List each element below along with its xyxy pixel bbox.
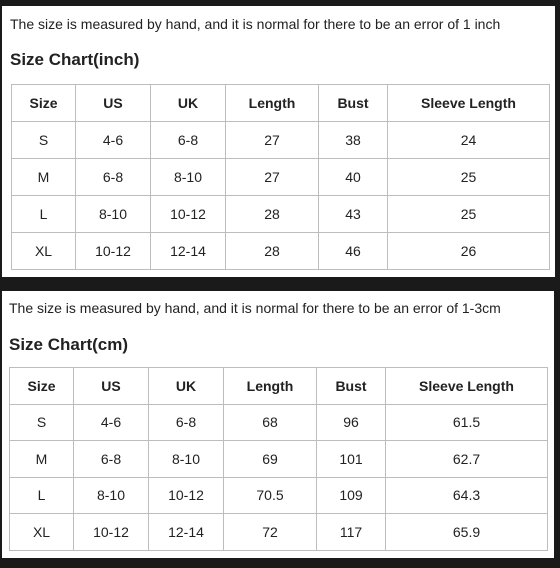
table-cell: 40 bbox=[319, 159, 388, 196]
table-cell: 10-12 bbox=[76, 233, 151, 270]
table-cell: 12-14 bbox=[151, 233, 226, 270]
size-table-cm bbox=[9, 367, 548, 551]
size-table-inch bbox=[11, 84, 550, 270]
table-row bbox=[10, 477, 548, 514]
header-cell: Sleeve Length bbox=[388, 85, 550, 122]
table-cell: 27 bbox=[226, 159, 319, 196]
table-cell: 69 bbox=[224, 441, 317, 478]
header-cell: UK bbox=[151, 85, 226, 122]
table-cell: 8-10 bbox=[149, 441, 224, 478]
header-cell: US bbox=[76, 85, 151, 122]
header-cell: US bbox=[74, 368, 149, 405]
table-cell: 4-6 bbox=[76, 122, 151, 159]
table-cell: 6-8 bbox=[149, 404, 224, 441]
table-row bbox=[12, 233, 550, 270]
chart-title: Size Chart(cm) bbox=[9, 335, 129, 354]
table-cell: 96 bbox=[317, 404, 386, 441]
header-cell: UK bbox=[149, 368, 224, 405]
table-row bbox=[10, 441, 548, 478]
table-cell: 70.5 bbox=[224, 477, 317, 514]
table-cell: 10-12 bbox=[151, 196, 226, 233]
table-row bbox=[12, 122, 550, 159]
table-cell: 25 bbox=[388, 159, 550, 196]
table-cell: 10-12 bbox=[149, 477, 224, 514]
table-cell: 6-8 bbox=[76, 159, 151, 196]
measurement-note: The size is measured by hand, and it is normal for there to be an error of 1-3cm bbox=[9, 300, 501, 316]
table-header-row bbox=[10, 368, 548, 405]
table-header-row bbox=[12, 85, 550, 122]
table-cell: M bbox=[12, 159, 76, 196]
table-cell: L bbox=[10, 477, 74, 514]
table-cell: 27 bbox=[226, 122, 319, 159]
measurement-note: The size is measured by hand, and it is normal for there to be an error of 1 inch bbox=[10, 16, 501, 32]
table-row bbox=[12, 196, 550, 233]
table-cell: 72 bbox=[224, 514, 317, 551]
table-cell: 28 bbox=[226, 233, 319, 270]
table-cell: XL bbox=[12, 233, 76, 270]
table-cell: 101 bbox=[317, 441, 386, 478]
table-cell: 65.9 bbox=[386, 514, 548, 551]
table-row bbox=[10, 404, 548, 441]
table-cell: 38 bbox=[319, 122, 388, 159]
table-cell: 68 bbox=[224, 404, 317, 441]
table-cell: 26 bbox=[388, 233, 550, 270]
table-cell: 46 bbox=[319, 233, 388, 270]
table-cell: 4-6 bbox=[74, 404, 149, 441]
table-cell: 109 bbox=[317, 477, 386, 514]
table-cell: S bbox=[12, 122, 76, 159]
inch-size-chart-panel bbox=[2, 6, 555, 277]
header-cell: Size bbox=[12, 85, 76, 122]
table-cell: L bbox=[12, 196, 76, 233]
table-cell: 24 bbox=[388, 122, 550, 159]
header-cell: Bust bbox=[317, 368, 386, 405]
header-cell: Length bbox=[226, 85, 319, 122]
chart-title: Size Chart(inch) bbox=[10, 50, 140, 69]
table-cell: 12-14 bbox=[149, 514, 224, 551]
table-cell: 25 bbox=[388, 196, 550, 233]
table-row bbox=[12, 159, 550, 196]
table-cell: M bbox=[10, 441, 74, 478]
table-cell: 117 bbox=[317, 514, 386, 551]
table-cell: 61.5 bbox=[386, 404, 548, 441]
table-cell: S bbox=[10, 404, 74, 441]
table-cell: 62.7 bbox=[386, 441, 548, 478]
table-cell: 28 bbox=[226, 196, 319, 233]
cm-size-chart-panel bbox=[2, 291, 554, 558]
header-cell: Sleeve Length bbox=[386, 368, 548, 405]
table-cell: XL bbox=[10, 514, 74, 551]
table-cell: 64.3 bbox=[386, 477, 548, 514]
table-cell: 6-8 bbox=[74, 441, 149, 478]
table-cell: 6-8 bbox=[151, 122, 226, 159]
table-cell: 8-10 bbox=[76, 196, 151, 233]
table-cell: 8-10 bbox=[151, 159, 226, 196]
table-cell: 8-10 bbox=[74, 477, 149, 514]
table-cell: 10-12 bbox=[74, 514, 149, 551]
header-cell: Bust bbox=[319, 85, 388, 122]
header-cell: Length bbox=[224, 368, 317, 405]
table-row bbox=[10, 514, 548, 551]
header-cell: Size bbox=[10, 368, 74, 405]
table-cell: 43 bbox=[319, 196, 388, 233]
